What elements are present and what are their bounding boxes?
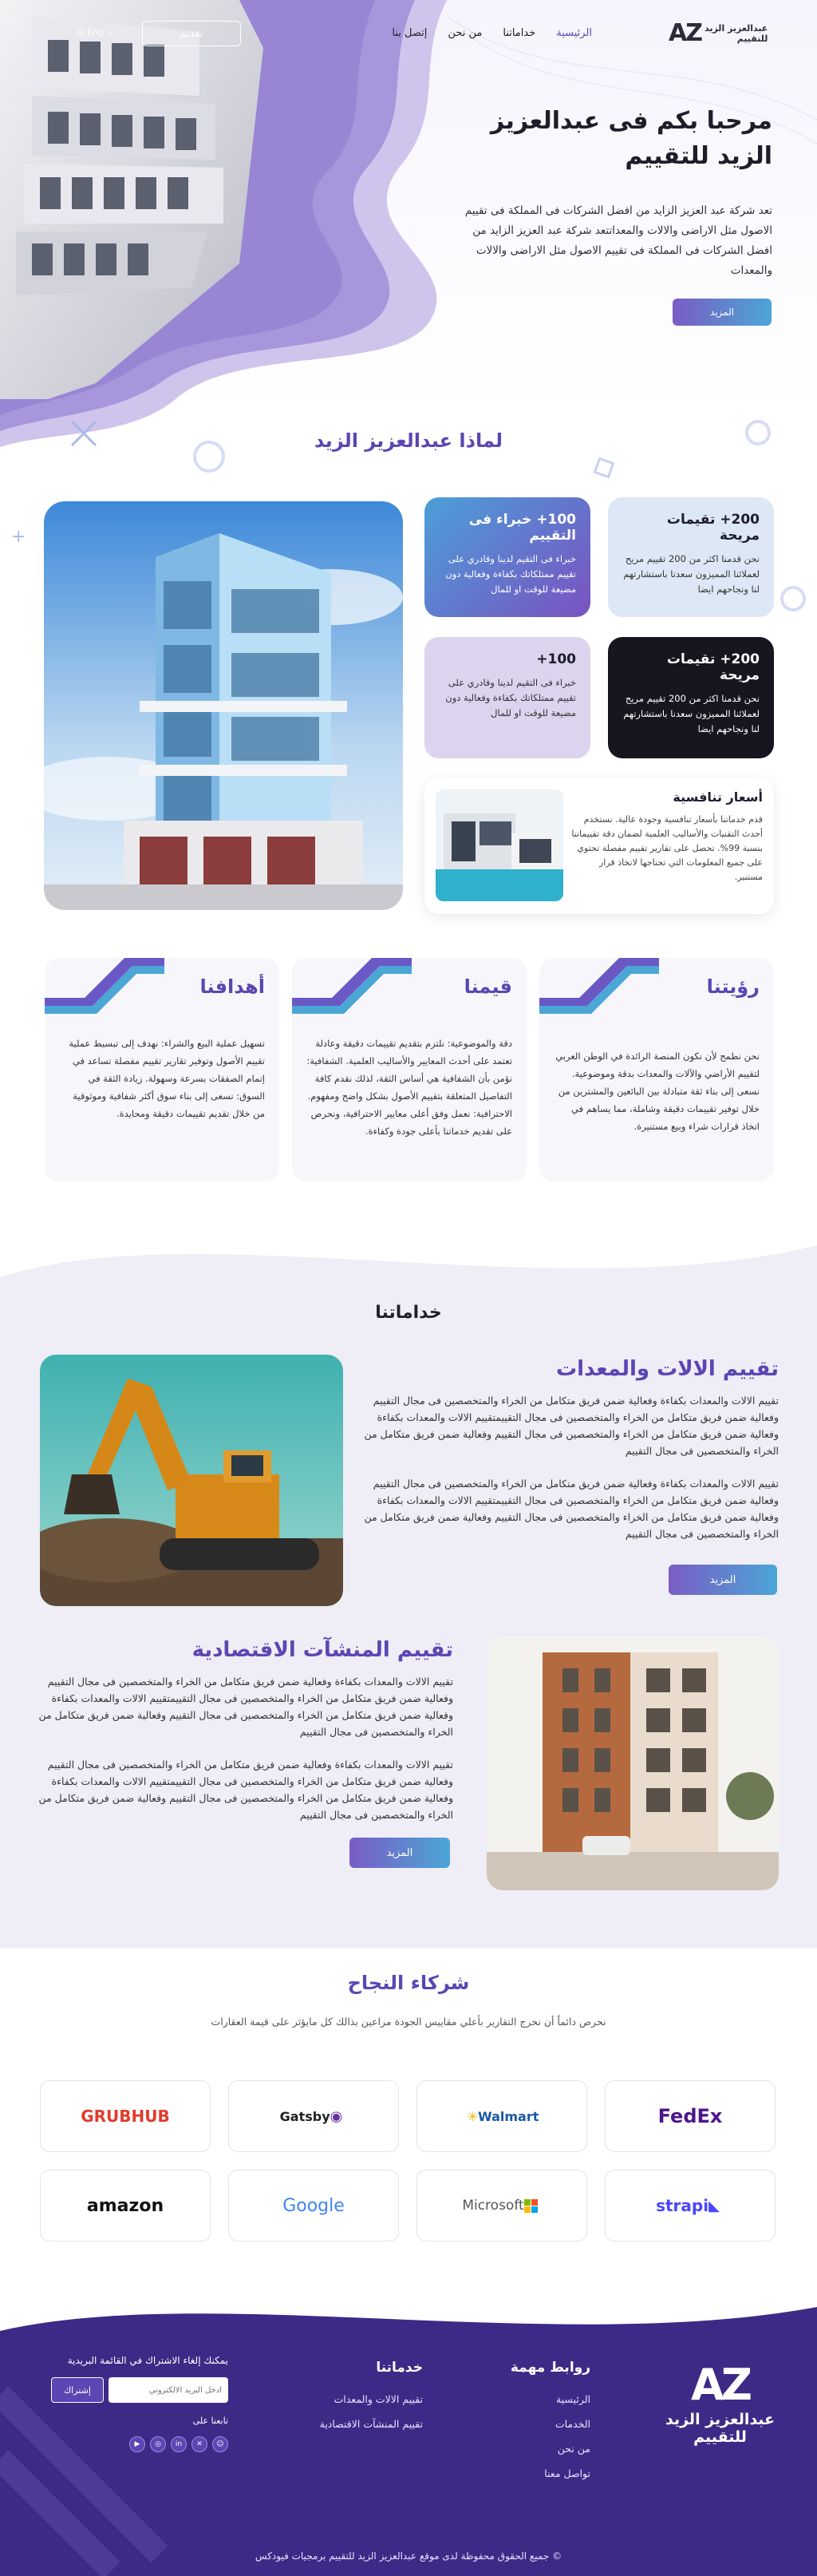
service-text: تقييم الالات والمعدات بكفاءة وفعالية ضمن فريق متكامل من الخراء والمتخصصين فى مجال التقييم وفعالية ضمن فريق متكامل من الخراء والمتخصصين فى مجال التقييمتقييم الالات والمعدات بكفاءة وفعالية ضمن فريق متكامل من الخراء والمتخصصين فى مجال التقييم وفعالية ضمن فريق متكامل من الخراء والمتخصصين فى مجال التقييم — [364, 1478, 779, 1540]
partner-gatsby — [228, 2080, 399, 2152]
footer-subscribe — [45, 2355, 228, 2452]
partner-walmart — [416, 2080, 587, 2152]
x-icon[interactable]: ✕ — [191, 2436, 207, 2452]
services-title: خداماتنا — [375, 1303, 442, 1323]
why-card-text: نحن قدمنا اكثر من 200 تقييم مريح لعملائنا المميزون سعدنا باستشارتهم لنا ونجاحهم ايضا — [623, 553, 760, 595]
subscribe-title: يمكنك إلغاء الاشتراك في القائمة البريدية — [67, 2355, 228, 2366]
service-text: تقييم الالات والمعدات بكفاءة وفعالية ضمن فريق متكامل من الخراء والمتخصصين فى مجال التقييم وفعالية ضمن فريق متكامل من الخراء والمتخصصين فى مجال التقييمتقييم الالات والمعدات بكفاءة وفعالية ضمن فريق متكامل من الخراء والمتخصصين فى مجال التقييم وفعالية ضمن فريق متكامل من الخراء والمتخصصين فى مجال التقييم — [364, 1395, 779, 1457]
logo-mark: AZ — [669, 19, 701, 47]
snapchat-icon[interactable]: ☺ — [212, 2436, 228, 2452]
partners-title: شركاء النجاح — [347, 1972, 470, 1994]
footer-links-title: روابط مهمة — [510, 2360, 590, 2376]
why-building-image — [44, 501, 403, 910]
site-logo[interactable] — [669, 19, 768, 47]
apartment-image — [487, 1636, 779, 1890]
follow-label: تابعنا على — [192, 2416, 228, 2426]
values-title: قيمنا — [464, 975, 512, 998]
villa-image — [436, 789, 563, 901]
main-nav — [371, 27, 592, 39]
partner-google — [228, 2170, 399, 2242]
footer-logo[interactable] — [665, 2360, 776, 2446]
ribbon-decor — [45, 958, 164, 1014]
why-card-title: 200+ تقيمات مريحة — [666, 512, 760, 544]
footer-link-home[interactable]: الرئيسية — [555, 2393, 590, 2405]
social-links — [45, 2434, 228, 2452]
goals-card — [45, 958, 279, 1181]
partner-fedex — [605, 2080, 776, 2152]
footer-logo-line1: عبدالعزيز الزيد — [665, 2411, 776, 2428]
price-text: قدم خدماتنا بأسعار تنافسية وجودة عالية. نستخدم أحدث التقنيات والأساليب العلمية لضمان دقة تقييماتنا بنسبة 99%. تحصل على تقارير تقييم مفصلة تحتوي على جميع المعلومات التي تحتاجها لاتخاذ قرار مستنير. — [571, 814, 763, 882]
footer-link-services[interactable]: الخدمات — [555, 2418, 590, 2430]
why-title: لماذا عبدالعزيز الزيد — [314, 429, 503, 452]
language-selector[interactable] — [77, 27, 114, 38]
footer-link-contact[interactable]: تواصل معنا — [544, 2467, 590, 2479]
footer-links — [487, 2360, 590, 2492]
ribbon-decor — [539, 958, 659, 1014]
nav-home[interactable]: الرئيسية — [556, 27, 592, 39]
nav-about[interactable]: من نحن — [448, 27, 483, 39]
hero-text: تعد شركة عبد العزيز الزايد من افضل الشركات فى المملكة فى تقييم الاصول مثل الاراضى والالات والمعداتتعد شركة عبد العزيز الزايد من افضل الشركات فى المملكة فى تقييم الاصول مثل الاراضى والالات والمعدات — [464, 204, 772, 277]
microsoft-icon — [524, 2199, 538, 2213]
vision-card — [539, 958, 774, 1181]
copyright: © جميع الحقوق محفوظة لدى موقع عبدالعزيز الزيد للتقييم برمجيات فيودكس — [255, 2550, 562, 2562]
why-card-text: خبراء فى التقيم لدينا وقادري على تقييم ممتلكاتك بكفاءة وفعالية دون مضيعة للوقت او للمال — [445, 553, 576, 595]
ribbon-decor — [292, 958, 412, 1014]
apply-button[interactable]: تقديم — [142, 21, 241, 46]
partner-amazon — [40, 2170, 211, 2242]
partner-logo: Gatsby — [279, 2108, 330, 2124]
excavator-image — [40, 1355, 343, 1606]
footer-link-about[interactable]: من نحن — [557, 2443, 590, 2455]
nav-services[interactable]: خداماتنا — [503, 27, 536, 39]
service-more-button[interactable]: المزيد — [349, 1838, 450, 1868]
goals-title: أهدافنا — [199, 975, 265, 998]
partners-subtitle: نحرص دائماً أن نخرج التقارير بأعلي مقاييس الجودة مراعين بذالك كل مايؤثر على قيمة العقارات — [211, 2016, 606, 2028]
values-card — [292, 958, 527, 1181]
service-more-button[interactable]: المزيد — [669, 1565, 777, 1595]
logo-line2: للتقييم — [736, 33, 768, 44]
partner-logo: amazon — [86, 2195, 164, 2216]
footer-service-facilities[interactable]: تقييم المنشآت الاقتصادية — [319, 2418, 423, 2430]
hero-more-button[interactable]: المزيد — [673, 299, 772, 326]
why-card-text: خبراء فى التقيم لدينا وقادري على تقييم ممتلكاتك بكفاءة وفعالية دون مضيعة للوقت او للمال — [445, 677, 576, 718]
why-card-2 — [424, 497, 590, 617]
partner-logo: Microsoft — [462, 2198, 524, 2214]
partner-logo: strapi — [656, 2196, 709, 2215]
email-input[interactable] — [109, 2377, 228, 2403]
why-card-title: 200+ تقيمات مريحة — [666, 651, 760, 683]
goals-text: تسهيل عملية البيع والشراء: نهدف إلى تبسيط عملية تقييم الأصول وتوفير تقارير تقييم مفصلة تساعد في إتمام الصفقات بسرعة وسهولة. زيادة الثقة في السوق: نسعى إلى بناء سوق أكثر شفافية وموثوقية من خلال تقديم تقييمات دقيقة ومحايدة. — [69, 1038, 265, 1119]
footer-logo-mark: AZ — [691, 2360, 749, 2410]
footer-service-machinery[interactable]: تقييم الالات والمعدات — [334, 2393, 423, 2405]
gatsby-icon: ◉ — [330, 2107, 343, 2125]
partner-logo: Walmart — [478, 2108, 539, 2124]
why-card-title: 100+ خبراء فى التقييم — [468, 512, 576, 544]
chevron-down-icon: ⌄ — [106, 27, 114, 38]
language-label: Eng — [87, 27, 105, 38]
plus-icon: + — [11, 527, 26, 547]
price-title: أسعار تنافسية — [673, 789, 763, 805]
service-machinery — [364, 1357, 779, 1542]
hero-building-image — [0, 0, 335, 399]
partner-microsoft — [416, 2170, 587, 2242]
subscribe-button[interactable]: إشتراك — [51, 2377, 104, 2403]
linkedin-icon[interactable]: in — [171, 2436, 187, 2452]
vision-text: نحن نطمح لأن نكون المنصة الرائدة في الوطن العربي لتقييم الأراضي والآلات والمعدات بدقة وموضوعية. نسعى إلى بناء ثقة متبادلة بين البائعين والمشترين من خلال توفير تقييمات دقيقة وشاملة، مما يساهم في اتخاذ قرارات شراء وبيع مستنيرة. — [555, 1051, 760, 1132]
price-card — [424, 778, 774, 914]
youtube-icon[interactable]: ▶ — [129, 2436, 145, 2452]
why-card-3 — [608, 637, 774, 758]
vision-title: رؤيتنا — [706, 975, 760, 998]
why-card-1 — [608, 497, 774, 617]
partners-grid — [41, 2080, 776, 2242]
partner-logo: GRUBHUB — [81, 2107, 170, 2126]
globe-icon: ◎ — [77, 27, 85, 38]
why-card-text: نحن قدمنا اكثر من 200 تقييم مريح لعملائنا المميزون سعدنا باستشارتهم لنا ونجاحهم ايضا — [623, 693, 760, 734]
service-text: تقييم الالات والمعدات بكفاءة وفعالية ضمن فريق متكامل من الخراء والمتخصصين فى مجال التقييم وفعالية ضمن فريق متكامل من الخراء والمتخصصين فى مجال التقييمتقييم الالات والمعدات بكفاءة وفعالية ضمن فريق متكامل من الخراء والمتخصصين فى مجال التقييم وفعالية ضمن فريق متكامل من الخراء والمتخصصين فى مجال التقييم — [38, 1676, 453, 1738]
logo-line1: عبدالعزيز الزيد — [704, 22, 768, 34]
why-card-4 — [424, 637, 590, 758]
values-text: دقة والموضوعية: نلتزم بتقديم تقييمات دقيقة وعادلة تعتمد على أحدث المعايير والأساليب العلمية. الشفافية: نؤمن بأن الشفافية هي أساس الثقة، لذلك نقدم كافة التفاصيل المتعلقة بتقييم الأصول بشكل واضح ومفهوم. الاحترافية: نعمل وفق أعلى معايير الاحترافية، ونحرص على تقديم خدماتنا بأعلى جودة وكفاءة. — [306, 1038, 512, 1137]
service-title: تقييم المنشآت الاقتصادية — [191, 1638, 453, 1662]
strapi-icon: ◣ — [708, 2197, 720, 2214]
service-text: تقييم الالات والمعدات بكفاءة وفعالية ضمن فريق متكامل من الخراء والمتخصصين فى مجال التقييم وفعالية ضمن فريق متكامل من الخراء والمتخصصين فى مجال التقييمتقييم الالات والمعدات بكفاءة وفعالية ضمن فريق متكامل من الخراء والمتخصصين فى مجال التقييم وفعالية ضمن فريق متكامل من الخراء والمتخصصين فى مجال التقييم — [38, 1759, 453, 1821]
partner-strapi — [605, 2170, 776, 2242]
service-title: تقييم الالات والمعدات — [556, 1357, 779, 1381]
footer-services-title: خدماتنا — [376, 2360, 423, 2376]
partner-logo: Google — [282, 2195, 345, 2216]
why-card-title: 100+ — [536, 651, 576, 667]
nav-contact[interactable]: إتصل بنا — [392, 27, 428, 39]
circle-decor — [777, 583, 809, 615]
footer-services — [279, 2360, 423, 2443]
service-facilities — [38, 1638, 453, 1823]
partner-logo: FedEx — [657, 2105, 723, 2127]
footer-logo-line2: للتقييم — [693, 2428, 747, 2446]
partner-grubhub — [40, 2080, 211, 2152]
spark-icon: ✳ — [467, 2108, 479, 2124]
instagram-icon[interactable]: ◎ — [150, 2436, 166, 2452]
hero-title: مرحبا بكم فى عبدالعزيز الزيد للتقييم — [490, 107, 772, 170]
